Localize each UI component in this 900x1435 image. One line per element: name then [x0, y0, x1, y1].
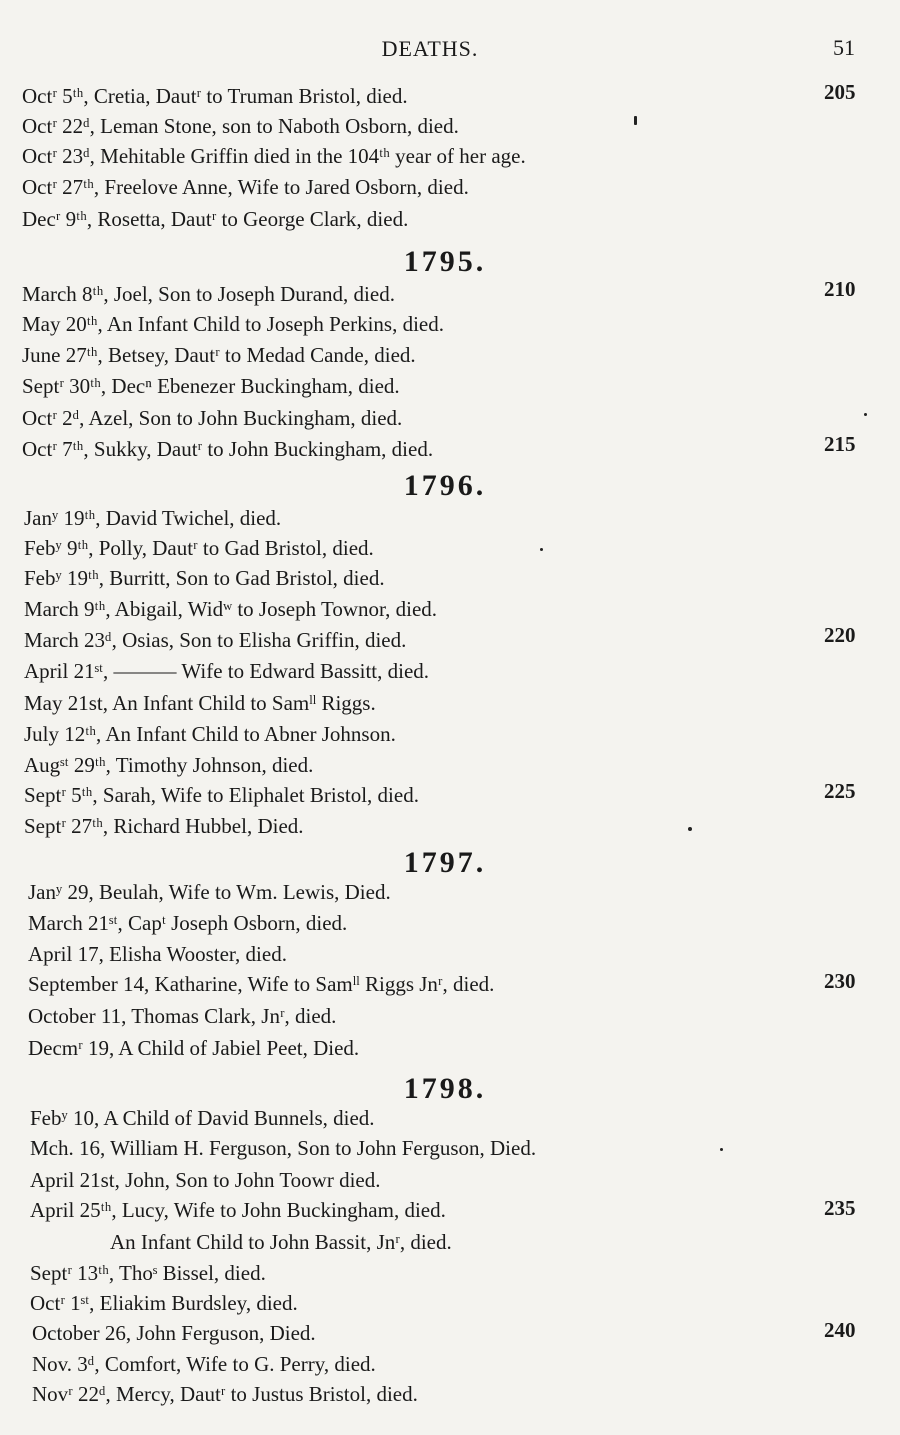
- ink-speck: [688, 827, 692, 831]
- year-heading: 1796.: [403, 469, 487, 502]
- entry: Janʸ 19ᵗʰ, David Twichel, died.: [24, 506, 282, 530]
- entry: An Infant Child to John Bassit, Jnʳ, died.: [110, 1230, 452, 1254]
- entry: May 21st, An Infant Child to Samˡˡ Riggs.: [24, 691, 376, 715]
- entry: Augˢᵗ 29ᵗʰ, Timothy Johnson, died.: [24, 753, 314, 777]
- margin-number: 205: [824, 80, 856, 104]
- entry: Decʳ 9ᵗʰ, Rosetta, Dautʳ to George Clark, died.: [22, 207, 409, 231]
- entry: April 25ᵗʰ, Lucy, Wife to John Buckingham, died.: [30, 1198, 446, 1222]
- entry: April 17, Elisha Wooster, died.: [28, 942, 287, 966]
- entry: April 21ˢᵗ, ——— Wife to Edward Bassitt, died.: [24, 659, 430, 683]
- year-heading: 1797.: [403, 846, 487, 879]
- entry: Septʳ 30ᵗʰ, Decⁿ Ebenezer Buckingham, died.: [22, 374, 400, 398]
- margin-number: 240: [824, 1318, 856, 1342]
- year-heading: 1798.: [403, 1072, 487, 1105]
- entry: July 12ᵗʰ, An Infant Child to Abner Johnson.: [24, 722, 396, 746]
- entry: March 9ᵗʰ, Abigail, Widʷ to Joseph Townor, died.: [24, 597, 438, 621]
- entry: Octʳ 2ᵈ, Azel, Son to John Buckingham, died.: [22, 406, 403, 430]
- page-title: DEATHS.: [381, 36, 479, 61]
- margin-number: 210: [824, 277, 856, 301]
- entry: September 14, Katharine, Wife to Samˡˡ Riggs Jnʳ, died.: [28, 972, 495, 996]
- entry: Decmʳ 19, A Child of Jabiel Peet, Died.: [28, 1036, 360, 1060]
- entry: Septʳ 13ᵗʰ, Thoˢ Bissel, died.: [30, 1261, 266, 1285]
- entry: Octʳ 22ᵈ, Leman Stone, son to Naboth Osborn, died.: [22, 114, 459, 138]
- ink-speck: [634, 116, 637, 125]
- page-number: 51: [833, 35, 855, 60]
- entry: Febʸ 10, A Child of David Bunnels, died.: [30, 1106, 375, 1130]
- entry: Octʳ 1ˢᵗ, Eliakim Burdsley, died.: [30, 1291, 298, 1315]
- entry: March 8ᵗʰ, Joel, Son to Joseph Durand, died.: [22, 282, 395, 306]
- entry: Novʳ 22ᵈ, Mercy, Dautʳ to Justus Bristol, died.: [32, 1382, 418, 1406]
- entry: Septʳ 5ᵗʰ, Sarah, Wife to Eliphalet Bristol, died.: [24, 783, 419, 807]
- entry: Octʳ 23ᵈ, Mehitable Griffin died in the 104ᵗʰ year of her age.: [22, 144, 526, 168]
- year-heading: 1795.: [403, 245, 487, 278]
- entry: October 26, John Ferguson, Died.: [32, 1321, 316, 1345]
- margin-number: 230: [824, 969, 856, 993]
- margin-number: 235: [824, 1196, 856, 1220]
- entry: May 20ᵗʰ, An Infant Child to Joseph Perkins, died.: [22, 312, 444, 336]
- ink-speck: [864, 413, 867, 416]
- entry: Octʳ 27ᵗʰ, Freelove Anne, Wife to Jared Osborn, died.: [22, 175, 469, 199]
- entry: March 21ˢᵗ, Capᵗ Joseph Osborn, died.: [28, 911, 348, 935]
- entry: June 27ᵗʰ, Betsey, Dautʳ to Medad Cande, died.: [22, 343, 416, 367]
- entry: Nov. 3ᵈ, Comfort, Wife to G. Perry, died.: [32, 1352, 376, 1376]
- entry: Septʳ 27ᵗʰ, Richard Hubbel, Died.: [24, 814, 304, 838]
- margin-number: 225: [824, 779, 856, 803]
- margin-number: 215: [824, 432, 856, 456]
- entry: Febʸ 9ᵗʰ, Polly, Dautʳ to Gad Bristol, died.: [24, 536, 374, 560]
- entry: Febʸ 19ᵗʰ, Burritt, Son to Gad Bristol, died.: [24, 566, 385, 590]
- entry: April 21st, John, Son to John Toowr died.: [30, 1168, 381, 1192]
- entry: Mch. 16, William H. Ferguson, Son to John Ferguson, Died.: [30, 1136, 537, 1160]
- ink-speck: [720, 1148, 723, 1151]
- ink-speck: [540, 548, 543, 551]
- entry: Janʸ 29, Beulah, Wife to Wm. Lewis, Died.: [28, 880, 391, 904]
- margin-number: 220: [824, 623, 856, 647]
- entry: Octʳ 7ᵗʰ, Sukky, Dautʳ to John Buckingham, died.: [22, 437, 434, 461]
- entry: October 11, Thomas Clark, Jnʳ, died.: [28, 1004, 337, 1028]
- entry: Octʳ 5ᵗʰ, Cretia, Dautʳ to Truman Bristol, died.: [22, 84, 408, 108]
- entry: March 23ᵈ, Osias, Son to Elisha Griffin, died.: [24, 628, 407, 652]
